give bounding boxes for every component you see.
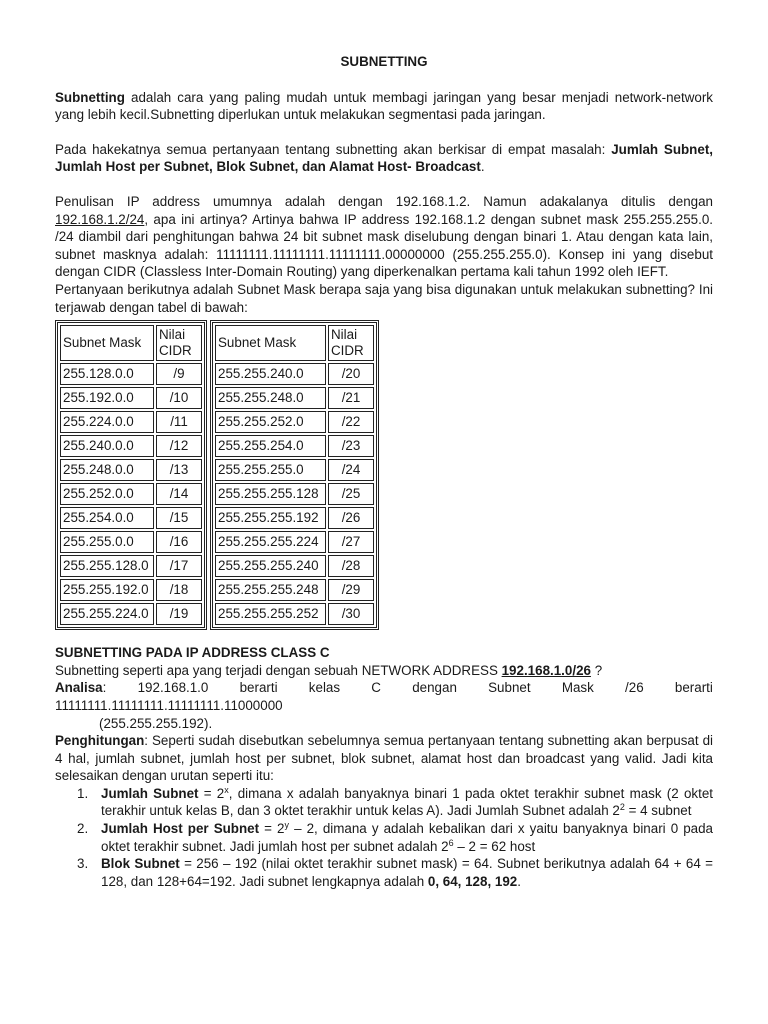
- subnet-mask-cell: 255.255.248.0: [215, 387, 326, 409]
- penghitungan-paragraph: Penghitungan: Seperti sudah disebutkan sebelumnya semua pertanyaan tentang subnetting akan berpusat di 4 hal, jumlah subnet, jumlah host per subnet, blok subnet, alamat host dan broadcast yang valid. Jadi kita selesaikan dengan urutan seperti itu:: [55, 733, 713, 784]
- problems-list: Jumlah Subnet, Jumlah Host per Subnet, Blok Subnet, dan Alamat Host- Broadcast: [55, 141, 713, 175]
- subnet-mask-cell: 255.254.0.0: [60, 507, 154, 529]
- table-row: [215, 459, 374, 481]
- subnet-mask-cell: 255.192.0.0: [60, 387, 154, 409]
- cidr-cell: /16: [156, 531, 202, 553]
- table-row: [60, 579, 202, 601]
- cidr-cell: /13: [156, 459, 202, 481]
- page-title: SUBNETTING: [340, 54, 428, 69]
- subnet-mask-cell: 255.255.255.128: [215, 483, 326, 505]
- analisa-label: Analisa: [55, 680, 103, 696]
- table-row: [60, 531, 202, 553]
- problems-paragraph: Pada hakekatnya semua pertanyaan tentang subnetting akan berkisar di empat masalah: Jumlah Subnet, Jumlah Host per Subnet, Blok Subnet, dan Alamat Host- Broadcast.: [55, 141, 713, 175]
- analisa-line: [55, 679, 713, 697]
- analisa-word: Subnet: [488, 680, 531, 696]
- cidr-example: 192.168.1.2/24: [55, 211, 145, 227]
- cidr-cell: /19: [156, 603, 202, 625]
- cidr-cell: /22: [328, 411, 374, 433]
- cidr-cell: /27: [328, 531, 374, 553]
- subnet-mask-cell: 255.255.0.0: [60, 531, 154, 553]
- list-item: 2. Jumlah Host per Subnet = $2^y - 2$, dimana y adalah kebalikan dari x yaitu banyaknya binari 0 pada oktet terakhir subnet. Jadi jumlah host per subnet adalah $2^6 - 2 = 62$ host: [77, 820, 714, 854]
- network-address: 192.168.1.0/26: [501, 662, 591, 678]
- steps-list: [77, 784, 714, 891]
- table-row: [60, 555, 202, 577]
- subnet-mask-cell: 255.252.0.0: [60, 483, 154, 505]
- table-intro-paragraph: Pertanyaan berikutnya adalah Subnet Mask berapa saja yang bisa digunakan untuk melakukan subnetting? Ini terjawab dengan tabel di bawah:: [55, 281, 713, 315]
- analisa-word: Mask: [561, 680, 594, 696]
- subnet-mask-cell: 255.255.255.252: [215, 603, 326, 625]
- table-row: [215, 387, 374, 409]
- cidr-cell: /25: [328, 483, 374, 505]
- subnet-mask-cell: 255.224.0.0: [60, 411, 154, 433]
- analisa-word: 192.168.1.0: [137, 680, 209, 696]
- cidr-cell: /9: [156, 363, 202, 385]
- cidr-cell: /18: [156, 579, 202, 601]
- subnet-mask-cell: 255.255.255.248: [215, 579, 326, 601]
- list-item: 1. Jumlah Subnet = $2^x$, dimana x adalah banyaknya binari 1 pada oktet terakhir subnet mask (2 oktet terakhir untuk kelas B, dan 3 oktet terakhir untuk kelas A). Jadi Jumlah Subnet adalah $2^2 = 4$ subnet: [77, 784, 713, 819]
- analisa-binary: 11111111.11111111.11111111.11000000: [55, 697, 283, 713]
- subnet-mask-cell: 255.240.0.0: [60, 435, 154, 457]
- cidr-cell: /15: [156, 507, 202, 529]
- subnet-mask-cell: 255.255.252.0: [215, 411, 326, 433]
- list-item: 3. Blok Subnet = 256 – 192 (nilai oktet terakhir subnet mask) = 64. Subnet berikutnya adalah 64 + 64 = 128, dan 128+64=192. Jadi subnet lengkapnya adalah 0, 64, 128, 192.: [77, 856, 713, 889]
- table-row: [215, 507, 374, 529]
- subnet-mask-cell: 255.128.0.0: [60, 363, 154, 385]
- table-row: [60, 459, 202, 481]
- subnet-mask-cell: 255.255.128.0: [60, 555, 154, 577]
- subnet-mask-cell: 255.255.240.0: [215, 363, 326, 385]
- subnet-mask-cell: 255.255.255.0: [215, 459, 326, 481]
- table-row: [215, 363, 374, 385]
- table-row: [215, 531, 374, 553]
- table-row: [215, 603, 374, 625]
- cidr-cell: /12: [156, 435, 202, 457]
- analisa-word: berarti: [239, 680, 278, 696]
- intro-paragraph: [55, 89, 713, 124]
- table-row: [215, 555, 374, 577]
- subnet-tables: [55, 320, 713, 630]
- table-row: [60, 387, 202, 409]
- header-cidr: Nilai CIDR: [328, 325, 374, 361]
- intro-text: adalah cara yang paling mudah untuk membagi jaringan yang besar menjadi network-network yang lebih kecil.Subnetting diperlukan untuk melakukan segmentasi pada jaringan.: [55, 89, 713, 123]
- table-row: [60, 507, 202, 529]
- cidr-cell: /10: [156, 387, 202, 409]
- subnet-mask-table-left: [55, 320, 207, 630]
- table-row: [60, 411, 202, 433]
- cidr-cell: /17: [156, 555, 202, 577]
- subnet-mask-cell: 255.255.254.0: [215, 435, 326, 457]
- cidr-cell: /24: [328, 459, 374, 481]
- analisa-word: /26: [625, 680, 644, 696]
- analisa-decimal: (255.255.255.192).: [99, 715, 213, 731]
- analisa-word: C: [371, 680, 381, 696]
- cidr-cell: /11: [156, 411, 202, 433]
- subnet-mask-cell: 255.255.255.224: [215, 531, 326, 553]
- table-row: [215, 579, 374, 601]
- cidr-cell: /28: [328, 555, 374, 577]
- penghitungan-label: Penghitungan: [55, 733, 145, 749]
- header-cidr: Nilai CIDR: [156, 325, 202, 361]
- table-row: [215, 435, 374, 457]
- cidr-cell: /23: [328, 435, 374, 457]
- question-line: Subnetting seperti apa yang terjadi dengan sebuah NETWORK ADDRESS 192.168.1.0/26 ?: [55, 662, 603, 678]
- analisa-word: dengan: [412, 680, 457, 696]
- analisa-word: berarti: [674, 680, 713, 696]
- table-row: [60, 603, 202, 625]
- subnet-mask-cell: 255.255.192.0: [60, 579, 154, 601]
- subnet-mask-cell: 255.255.255.192: [215, 507, 326, 529]
- subnet-mask-cell: 255.248.0.0: [60, 459, 154, 481]
- table-row: [60, 363, 202, 385]
- subnet-mask-cell: 255.255.224.0: [60, 603, 154, 625]
- cidr-cell: /21: [328, 387, 374, 409]
- intro-term: Subnetting: [55, 89, 125, 105]
- analisa-word: kelas: [308, 680, 341, 696]
- cidr-cell: /29: [328, 579, 374, 601]
- table-row: [215, 483, 374, 505]
- cidr-cell: /14: [156, 483, 202, 505]
- section-heading: SUBNETTING PADA IP ADDRESS CLASS C: [55, 645, 330, 661]
- cidr-cell: /30: [328, 603, 374, 625]
- table-header-row: [60, 325, 202, 361]
- table-header-row: [215, 325, 374, 361]
- table-row: [215, 411, 374, 433]
- problems-text: Pada hakekatnya semua pertanyaan tentang subnetting akan berkisar di empat masalah:: [55, 141, 612, 157]
- cidr-cell: /26: [328, 507, 374, 529]
- subnet-mask-table-right: [210, 320, 379, 630]
- table-row: [60, 435, 202, 457]
- header-subnet-mask: Subnet Mask: [215, 325, 326, 361]
- cidr-cell: /20: [328, 363, 374, 385]
- header-subnet-mask: Subnet Mask: [60, 325, 154, 361]
- cidr-paragraph: Penulisan IP address umumnya adalah dengan 192.168.1.2. Namun adakalanya ditulis dengan 192.168.1.2/24, apa ini artinya? Artinya bahwa IP address 192.168.1.2 dengan subnet mask 255.255.255.0. /24 diambil dari penghitungan bahwa 24 bit subnet mask diselubung dengan binari 1. Atau dengan kata lain, subnet masknya adalah: 11111111.11111111.11111111.00000000 (255.255.255.0). Konsep ini yang disebut dengan CIDR (Classless Inter-Domain Routing) yang diperkenalkan pertama kali tahun 1992 oleh IEFT.: [55, 193, 713, 280]
- analisa-label-wrap: Analisa:: [55, 680, 107, 696]
- table-row: [60, 483, 202, 505]
- subnet-mask-cell: 255.255.255.240: [215, 555, 326, 577]
